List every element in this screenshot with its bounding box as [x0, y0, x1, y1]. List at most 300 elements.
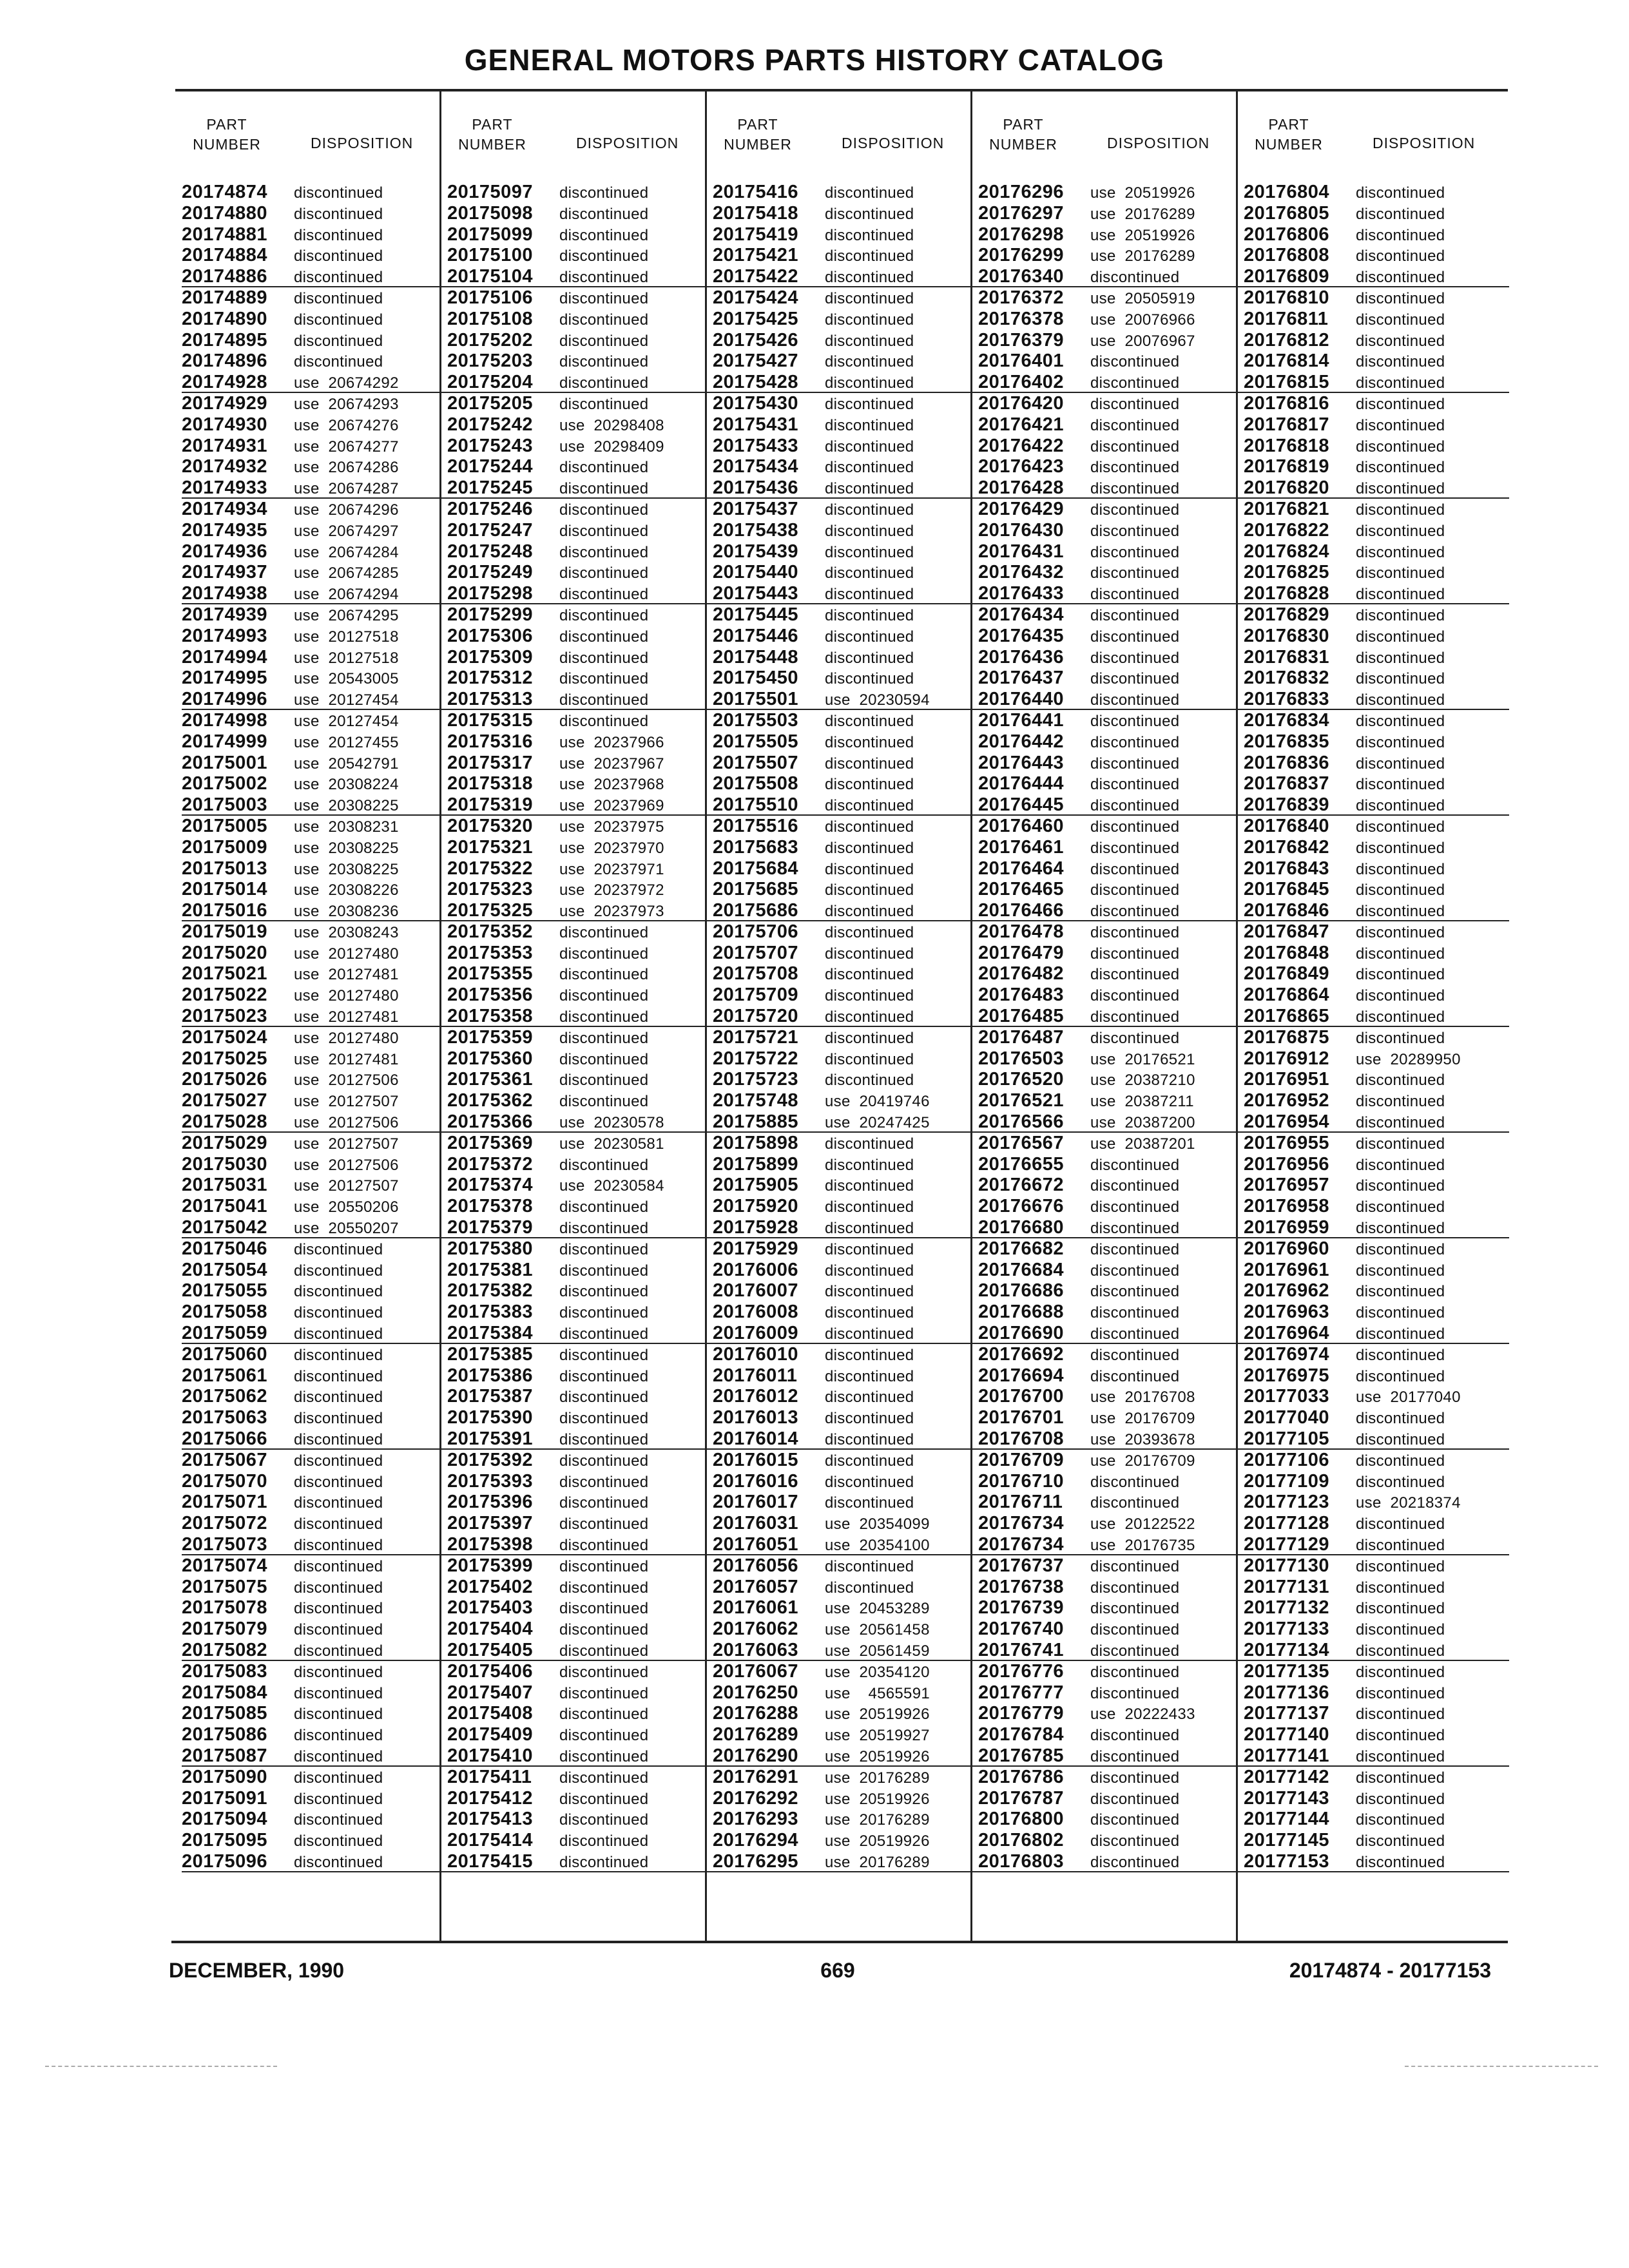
part-number: 20175059	[182, 1323, 268, 1344]
part-number: 20176442	[978, 731, 1065, 752]
part-number: 20175397	[447, 1513, 534, 1534]
part-number: 20175685	[713, 879, 799, 900]
table-row	[447, 1597, 713, 1619]
disposition: use 20543005	[294, 670, 399, 688]
part-number: 20175249	[447, 562, 534, 583]
disposition: use 20127480	[294, 987, 399, 1005]
part-number: 20175391	[447, 1428, 534, 1450]
disposition: discontinued	[1356, 1600, 1445, 1618]
part-number: 20176430	[978, 519, 1065, 541]
part-number: 20175414	[447, 1830, 534, 1851]
part-number: 20174896	[182, 351, 268, 372]
disposition: discontinued	[1356, 1452, 1445, 1470]
disposition: discontinued	[559, 987, 649, 1005]
part-number: 20175436	[713, 477, 799, 499]
part-number: 20176964	[1244, 1323, 1330, 1344]
table-row	[1244, 1386, 1509, 1407]
disposition: use 20561459	[825, 1642, 930, 1660]
table-row	[182, 1809, 447, 1830]
table-row	[182, 1492, 447, 1513]
disposition: discontinued	[1090, 1684, 1180, 1702]
table-row	[1244, 1809, 1509, 1830]
part-number: 20174884	[182, 245, 268, 266]
part-number: 20175450	[713, 668, 799, 689]
table-row	[1244, 985, 1509, 1006]
table-row	[447, 436, 713, 457]
disposition: discontinued	[1090, 776, 1180, 794]
table-row	[1244, 1365, 1509, 1387]
table-row	[182, 1428, 447, 1450]
table-row	[978, 773, 1244, 794]
table-row	[1244, 1133, 1509, 1154]
part-number: 20175508	[713, 773, 799, 794]
part-number-range: 20174874 - 20177153	[1289, 1959, 1491, 1982]
part-number: 20175067	[182, 1449, 268, 1470]
part-number: 20176295	[713, 1850, 799, 1872]
table-row	[978, 436, 1244, 457]
table-row	[713, 562, 978, 583]
part-number: 20176443	[978, 752, 1065, 773]
part-number: 20175099	[447, 224, 534, 245]
part-number: 20175009	[182, 836, 268, 858]
disposition-header: DISPOSITION	[576, 135, 679, 151]
disposition: discontinued	[559, 1494, 649, 1512]
part-number: 20176865	[1244, 1006, 1330, 1027]
table-row	[713, 1682, 978, 1704]
part-number: 20176686	[978, 1280, 1065, 1302]
disposition: discontinued	[1356, 606, 1445, 624]
table-row	[447, 1428, 713, 1450]
table-row	[182, 710, 447, 731]
table-row	[1244, 943, 1509, 964]
table-row	[978, 1217, 1244, 1238]
table-row	[713, 689, 978, 710]
table-row	[182, 858, 447, 879]
table-row	[447, 182, 713, 203]
table-row	[447, 837, 713, 858]
part-number: 20176503	[978, 1048, 1065, 1069]
table-row	[713, 1830, 978, 1851]
disposition: discontinued	[1356, 1135, 1445, 1153]
table-row	[713, 309, 978, 330]
part-number: 20176431	[978, 541, 1065, 562]
part-number: 20175369	[447, 1132, 534, 1153]
part-number: 20176010	[713, 1343, 799, 1365]
table-row	[1244, 1048, 1509, 1070]
disposition: discontinued	[1356, 881, 1445, 899]
disposition: discontinued	[1090, 903, 1180, 921]
table-row	[713, 1492, 978, 1513]
table-row	[978, 985, 1244, 1006]
part-number: 20175075	[182, 1576, 268, 1597]
part-number: 20175419	[713, 224, 799, 245]
disposition: discontinued	[294, 332, 383, 350]
table-row	[713, 816, 978, 837]
table-row	[182, 1513, 447, 1534]
part-number: 20176289	[713, 1724, 799, 1745]
table-row	[713, 1090, 978, 1111]
part-number: 20175041	[182, 1196, 268, 1217]
table-row	[978, 1069, 1244, 1090]
part-number: 20176776	[978, 1660, 1065, 1682]
disposition: use 20237969	[559, 797, 664, 815]
table-row	[713, 668, 978, 689]
table-row	[978, 1809, 1244, 1830]
part-number: 20176831	[1244, 646, 1330, 668]
disposition: use 20127481	[294, 966, 399, 984]
part-number: 20177131	[1244, 1576, 1330, 1597]
table-row	[713, 753, 978, 774]
part-number: 20177105	[1244, 1428, 1330, 1450]
table-row	[1244, 1534, 1509, 1555]
catalog-column	[447, 90, 713, 1872]
table-row	[1244, 1090, 1509, 1111]
part-number: 20176954	[1244, 1111, 1330, 1133]
table-row	[978, 266, 1244, 287]
table-row	[447, 963, 713, 985]
disposition: use 20308236	[294, 903, 399, 921]
part-number-header	[985, 115, 1062, 155]
part-header-line2: NUMBER	[458, 136, 526, 153]
part-number: 20176864	[1244, 985, 1330, 1006]
table-row	[182, 541, 447, 562]
part-number: 20175378	[447, 1196, 534, 1217]
part-number: 20174999	[182, 731, 268, 752]
disposition: use 20230578	[559, 1114, 664, 1132]
disposition: discontinued	[825, 1557, 914, 1575]
disposition: discontinued	[559, 628, 649, 646]
column-header	[182, 90, 447, 180]
table-row	[182, 900, 447, 921]
part-number: 20175248	[447, 541, 534, 562]
part-number: 20175061	[182, 1365, 268, 1386]
disposition: discontinued	[1356, 1029, 1445, 1047]
disposition: discontinued	[825, 205, 914, 223]
disposition: use 20230581	[559, 1135, 664, 1153]
table-row	[1244, 520, 1509, 541]
part-number: 20176007	[713, 1280, 799, 1302]
part-number: 20177123	[1244, 1492, 1330, 1513]
part-number: 20176962	[1244, 1280, 1330, 1302]
table-row	[713, 330, 978, 351]
disposition: discontinued	[559, 1832, 649, 1850]
disposition: use 20519926	[825, 1747, 930, 1765]
part-number: 20175686	[713, 900, 799, 921]
part-number-header	[188, 115, 265, 155]
part-header-line2: NUMBER	[1255, 136, 1323, 153]
table-row	[978, 1703, 1244, 1724]
table-row	[1244, 1682, 1509, 1704]
disposition: discontinued	[294, 1262, 383, 1280]
part-number: 20176830	[1244, 625, 1330, 646]
disposition: discontinued	[1090, 459, 1180, 477]
table-row	[182, 1619, 447, 1640]
table-row	[978, 456, 1244, 477]
disposition: discontinued	[559, 945, 649, 963]
table-row	[182, 626, 447, 647]
table-row	[182, 456, 447, 477]
table-row	[978, 794, 1244, 816]
disposition: discontinued	[559, 1452, 649, 1470]
disposition: discontinued	[825, 1072, 914, 1090]
disposition: discontinued	[825, 945, 914, 963]
disposition: discontinued	[825, 1156, 914, 1174]
disposition: discontinued	[1356, 649, 1445, 667]
table-row	[713, 1428, 978, 1450]
part-number: 20175437	[713, 498, 799, 519]
disposition: discontinued	[294, 1431, 383, 1449]
disposition: discontinued	[1090, 1220, 1180, 1238]
part-number: 20176802	[978, 1830, 1065, 1851]
table-row	[978, 1238, 1244, 1260]
table-row	[182, 647, 447, 668]
part-number: 20177133	[1244, 1619, 1330, 1640]
disposition: discontinued	[1090, 1325, 1180, 1343]
part-number: 20175309	[447, 646, 534, 668]
table-row	[182, 309, 447, 330]
disposition: discontinued	[1090, 564, 1180, 582]
disposition: discontinued	[294, 1832, 383, 1850]
part-number: 20177141	[1244, 1745, 1330, 1766]
disposition: discontinued	[559, 184, 649, 202]
disposition: use 20674277	[294, 437, 399, 456]
disposition: discontinued	[825, 1346, 914, 1364]
disposition: use 20308224	[294, 776, 399, 794]
part-number: 20177106	[1244, 1449, 1330, 1470]
disposition: discontinued	[1356, 289, 1445, 307]
part-number: 20176740	[978, 1619, 1065, 1640]
table-row	[447, 1640, 713, 1661]
table-row	[1244, 477, 1509, 499]
disposition: discontinued	[559, 1389, 649, 1407]
table-row	[713, 1260, 978, 1281]
disposition: discontinued	[1090, 1727, 1180, 1745]
table-row	[182, 753, 447, 774]
disposition: use 20419746	[825, 1093, 930, 1111]
disposition: discontinued	[1356, 1177, 1445, 1195]
part-number: 20175445	[713, 604, 799, 625]
table-row	[447, 1619, 713, 1640]
table-row	[447, 414, 713, 436]
disposition-header: DISPOSITION	[842, 135, 945, 151]
disposition: discontinued	[825, 353, 914, 371]
part-number: 20175054	[182, 1259, 268, 1280]
part-number: 20176956	[1244, 1153, 1330, 1175]
disposition: discontinued	[825, 923, 914, 941]
part-number: 20175510	[713, 794, 799, 816]
table-row	[182, 1703, 447, 1724]
table-row	[1244, 1407, 1509, 1428]
part-number: 20176834	[1244, 709, 1330, 731]
table-row	[1244, 1661, 1509, 1682]
table-row	[447, 351, 713, 372]
disposition: use 20674287	[294, 480, 399, 498]
disposition: discontinued	[294, 1790, 383, 1808]
table-row	[713, 1745, 978, 1767]
table-row	[182, 985, 447, 1006]
disposition: discontinued	[294, 1494, 383, 1512]
disposition: discontinued	[1090, 860, 1180, 878]
disposition: discontinued	[1356, 733, 1445, 751]
table-row	[447, 921, 713, 943]
disposition: discontinued	[294, 1367, 383, 1385]
table-row	[978, 351, 1244, 372]
part-number: 20175091	[182, 1787, 268, 1809]
disposition: discontinued	[825, 733, 914, 751]
table-row	[978, 1302, 1244, 1323]
part-number: 20175013	[182, 858, 268, 879]
part-number: 20177140	[1244, 1724, 1330, 1745]
table-row	[182, 1217, 447, 1238]
part-number: 20175439	[713, 541, 799, 562]
part-number: 20176690	[978, 1323, 1065, 1344]
disposition: discontinued	[1090, 395, 1180, 413]
disposition: discontinued	[825, 1262, 914, 1280]
disposition: discontinued	[1090, 1811, 1180, 1829]
disposition: discontinued	[1356, 374, 1445, 392]
table-row	[182, 943, 447, 964]
table-bottom-rule	[171, 1941, 1508, 1943]
table-row	[447, 287, 713, 309]
part-number: 20175098	[447, 202, 534, 224]
disposition: discontinued	[1356, 480, 1445, 498]
part-number: 20175409	[447, 1724, 534, 1745]
disposition: use 20308243	[294, 923, 399, 941]
disposition: discontinued	[825, 628, 914, 646]
table-row	[447, 1238, 713, 1260]
part-number: 20177033	[1244, 1386, 1330, 1407]
disposition: discontinued	[825, 1029, 914, 1047]
disposition: discontinued	[1356, 395, 1445, 413]
part-number: 20176951	[1244, 1069, 1330, 1090]
disposition: discontinued	[1090, 1346, 1180, 1364]
part-number: 20176806	[1244, 224, 1330, 245]
disposition: discontinued	[1356, 839, 1445, 857]
disposition: discontinued	[559, 1410, 649, 1428]
table-row	[978, 541, 1244, 562]
disposition: use 20674284	[294, 543, 399, 561]
table-row	[447, 1788, 713, 1809]
part-number: 20176692	[978, 1343, 1065, 1365]
table-row	[182, 372, 447, 393]
part-number: 20176340	[978, 266, 1065, 287]
part-number: 20175411	[447, 1766, 532, 1787]
table-row	[182, 1830, 447, 1851]
disposition: use 4565591	[825, 1684, 930, 1702]
table-row	[978, 309, 1244, 330]
disposition: discontinued	[1090, 1283, 1180, 1301]
part-number: 20176016	[713, 1470, 799, 1492]
disposition: discontinued	[1090, 712, 1180, 730]
disposition: discontinued	[1356, 1367, 1445, 1385]
table-row	[182, 1745, 447, 1767]
table-row	[978, 921, 1244, 943]
table-row	[713, 1344, 978, 1365]
disposition: discontinued	[825, 1304, 914, 1322]
part-number: 20176299	[978, 245, 1065, 266]
disposition: discontinued	[559, 1008, 649, 1026]
disposition: discontinued	[1356, 1853, 1445, 1871]
disposition: use 20247425	[825, 1114, 930, 1132]
disposition: discontinued	[825, 1177, 914, 1195]
table-row	[1244, 773, 1509, 794]
table-row	[978, 499, 1244, 520]
part-number-header	[719, 115, 796, 155]
disposition: discontinued	[1090, 1494, 1180, 1512]
table-row	[978, 562, 1244, 583]
part-number: 20177145	[1244, 1830, 1330, 1851]
part-number: 20174935	[182, 519, 268, 541]
disposition: discontinued	[825, 416, 914, 434]
disposition: use 20674285	[294, 564, 399, 582]
disposition: discontinued	[1356, 1473, 1445, 1491]
disposition: discontinued	[1090, 1262, 1180, 1280]
table-row	[182, 1048, 447, 1070]
table-row	[447, 626, 713, 647]
part-number: 20176051	[713, 1534, 799, 1555]
disposition: discontinued	[825, 289, 914, 307]
part-number: 20174890	[182, 308, 268, 329]
table-row	[182, 921, 447, 943]
part-number: 20176839	[1244, 794, 1330, 816]
part-number: 20175385	[447, 1343, 534, 1365]
disposition: use 20230584	[559, 1177, 664, 1195]
part-number: 20176441	[978, 709, 1065, 731]
table-row	[182, 477, 447, 499]
part-number: 20176061	[713, 1597, 799, 1619]
table-row	[1244, 499, 1509, 520]
disposition: discontinued	[825, 1473, 914, 1491]
part-number: 20176057	[713, 1576, 799, 1597]
disposition: discontinued	[1356, 966, 1445, 984]
table-row	[447, 943, 713, 964]
table-row	[978, 1048, 1244, 1070]
part-number: 20174931	[182, 435, 268, 456]
disposition: discontinued	[1356, 818, 1445, 836]
part-number: 20175410	[447, 1745, 534, 1766]
part-number: 20176680	[978, 1217, 1065, 1238]
disposition: use 20289950	[1356, 1050, 1461, 1068]
table-row	[1244, 794, 1509, 816]
disposition: discontinued	[1356, 1008, 1445, 1026]
disposition: discontinued	[294, 1706, 383, 1724]
table-row	[182, 1661, 447, 1682]
disposition: discontinued	[559, 205, 649, 223]
part-number: 20176817	[1244, 414, 1330, 435]
disposition: discontinued	[825, 903, 914, 921]
table-row	[713, 1767, 978, 1788]
disposition: discontinued	[825, 1579, 914, 1597]
table-row	[978, 1260, 1244, 1281]
table-row	[447, 1280, 713, 1302]
table-row	[182, 1006, 447, 1027]
part-number: 20176814	[1244, 351, 1330, 372]
disposition: discontinued	[825, 649, 914, 667]
entry-list	[713, 182, 978, 1872]
disposition: discontinued	[1090, 501, 1180, 519]
part-number: 20175027	[182, 1090, 268, 1111]
disposition: discontinued	[1356, 522, 1445, 540]
disposition: discontinued	[1356, 1410, 1445, 1428]
disposition: discontinued	[1356, 1832, 1445, 1850]
table-row	[447, 266, 713, 287]
table-row	[1244, 879, 1509, 900]
table-row	[978, 900, 1244, 921]
disposition: use 20674296	[294, 501, 399, 519]
part-number: 20176466	[978, 900, 1065, 921]
disposition: use 20237968	[559, 776, 664, 794]
table-row	[978, 1175, 1244, 1196]
